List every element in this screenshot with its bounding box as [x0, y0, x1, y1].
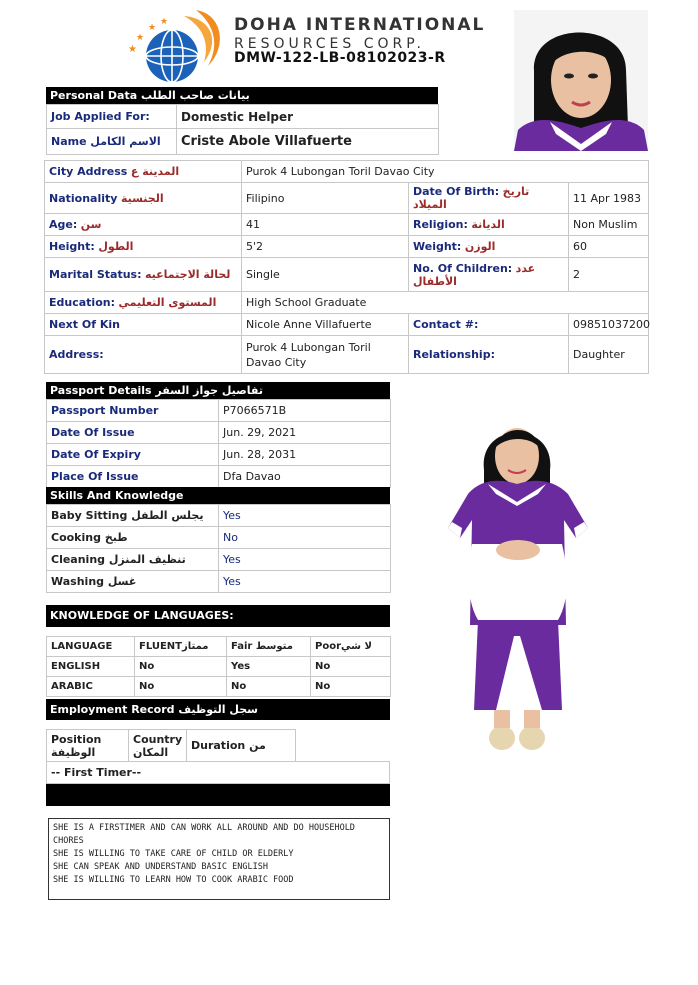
skill-label: Cooking طبخ [47, 527, 219, 549]
marital-label: Marital Status: [49, 268, 142, 281]
skill-label: Washing غسل [47, 571, 219, 593]
passport-row-value: Jun. 28, 2031 [219, 444, 391, 466]
address-label: Address: [45, 336, 242, 374]
details-table [44, 160, 649, 374]
skill-label: Cleaning تنظيف المنزل [47, 549, 219, 571]
lang-header-cell: Fair متوسط [227, 637, 311, 657]
lang-header-cell: Poorلا شي [311, 637, 391, 657]
company-subtitle: RESOURCES CORP. [234, 36, 425, 52]
children-label-cell [409, 258, 569, 292]
marital-value: Single [242, 258, 409, 292]
company-logo [124, 6, 232, 86]
lang-cell: ENGLISH [47, 657, 135, 677]
lang-header-cell: LANGUAGE [47, 637, 135, 657]
education-arabic: المستوى التعليمي [118, 296, 217, 309]
passport-row-label: Date Of Expiry [47, 444, 219, 466]
dob-arabic: تاريخ الميلاد [413, 185, 530, 211]
employment-footer-bar [46, 784, 390, 806]
employment-header: Employment Record سجل التوظيف [46, 699, 390, 720]
dob-label-cell [409, 183, 569, 214]
passport-header: Passport Details تفاصيل جواز السفر [46, 382, 390, 399]
religion-label: Religion: [413, 218, 468, 231]
svg-text:★: ★ [148, 23, 157, 33]
weight-arabic: الوزن [464, 240, 496, 253]
skill-value: No [219, 527, 391, 549]
passport-row-label: Passport Number [47, 400, 219, 422]
height-value: 5'2 [242, 236, 409, 258]
dob-label: Date Of Birth: [413, 185, 500, 198]
passport-row-label: Date Of Issue [47, 422, 219, 444]
lang-cell: Yes [227, 657, 311, 677]
dob-value: 11 Apr 1983 [569, 183, 649, 214]
age-label: Age: [49, 218, 78, 231]
religion-value: Non Muslim [569, 214, 649, 236]
city-label-cell [45, 161, 242, 183]
age-label-cell [45, 214, 242, 236]
children-arabic: عدد الأطفال [413, 261, 536, 288]
employment-header-cell: Position الوظيفة [47, 730, 129, 762]
weight-value: 60 [569, 236, 649, 258]
relationship-label: Relationship: [409, 336, 569, 374]
applicant-full-body-photo [438, 410, 598, 754]
nationality-value: Filipino [242, 183, 409, 214]
height-label-cell [45, 236, 242, 258]
education-label: Education: [49, 296, 115, 309]
skill-label: Baby Sitting يجلس الطفل [47, 505, 219, 527]
passport-row-label: Place Of Issue [47, 466, 219, 488]
personal-data-header: Personal Data بيانات صاحب الطلب [46, 87, 438, 104]
kin-value: Nicole Anne Villafuerte [242, 314, 409, 336]
passport-row-value: Dfa Davao [219, 466, 391, 488]
city-arabic: المدينة ع [130, 165, 180, 178]
religion-arabic: الديانة [471, 218, 505, 231]
contact-label: Contact #: [409, 314, 569, 336]
height-label: Height: [49, 240, 95, 253]
job-value: Domestic Helper [177, 105, 439, 129]
languages-table [46, 636, 391, 697]
children-label: No. Of Children: [413, 261, 513, 275]
relationship-value: Daughter [569, 336, 649, 374]
applicant-portrait [514, 10, 648, 151]
lang-header-cell: FLUENTممتاز [135, 637, 227, 657]
svg-text:★: ★ [128, 44, 137, 55]
skill-value: Yes [219, 571, 391, 593]
svg-text:★: ★ [136, 33, 145, 43]
lang-cell: No [135, 657, 227, 677]
job-label: Job Applied For: [47, 105, 177, 129]
education-label-cell [45, 292, 242, 314]
age-arabic: سن [80, 218, 102, 231]
passport-table [46, 399, 391, 488]
languages-header: KNOWLEDGE OF LANGUAGES: [46, 605, 390, 627]
weight-label-cell [409, 236, 569, 258]
nationality-label: Nationality [49, 191, 118, 205]
name-value: Criste Abole Villafuerte [177, 129, 439, 155]
passport-row-value: P7066571B [219, 400, 391, 422]
age-value: 41 [242, 214, 409, 236]
nationality-arabic: الجنسية [120, 191, 164, 205]
religion-label-cell [409, 214, 569, 236]
first-timer-table [46, 761, 390, 784]
skill-value: Yes [219, 505, 391, 527]
city-value: Purok 4 Lubongan Toril Davao City [242, 161, 649, 183]
weight-label: Weight: [413, 240, 462, 253]
remarks-box: SHE IS A FIRSTIMER AND CAN WORK ALL AROUND AND DO HOUSEHOLD CHORES SHE IS WILLING TO TAKE CARE OF CHILD OR ELDERLY SHE CAN SPEAK AND UNDERSTAND BASIC ENGLISH SHE IS WILLING TO LEARN HOW TO COOK ARABIC FOOD [48, 818, 390, 900]
first-timer-note: -- First Timer-- [47, 762, 390, 784]
marital-arabic: لحالة الاجتماعيه [145, 268, 231, 281]
company-name: DOHA INTERNATIONAL [234, 15, 486, 35]
lang-cell: No [135, 677, 227, 697]
employment-header-cell: Country المكان [129, 730, 187, 762]
svg-text:★: ★ [160, 17, 169, 27]
name-label: Name الاسم الكامل [47, 129, 177, 155]
employment-header-cell: Duration من [187, 730, 296, 762]
address-value: Purok 4 Lubongan Toril Davao City [242, 336, 409, 374]
lang-cell: No [311, 657, 391, 677]
kin-label: Next Of Kin [45, 314, 242, 336]
children-value: 2 [569, 258, 649, 292]
passport-row-value: Jun. 29, 2021 [219, 422, 391, 444]
skill-value: Yes [219, 549, 391, 571]
contact-value: 09851037200 [569, 314, 649, 336]
employment-table [46, 729, 296, 762]
city-label: City Address [49, 165, 128, 178]
education-value: High School Graduate [242, 292, 649, 314]
nationality-label-cell [45, 183, 242, 214]
marital-label-cell [45, 258, 242, 292]
lang-cell: No [311, 677, 391, 697]
skills-table [46, 504, 391, 593]
height-arabic: الطول [98, 240, 134, 253]
license-number: DMW-122-LB-08102023-R [234, 50, 446, 66]
lang-cell: ARABIC [47, 677, 135, 697]
skills-header: Skills And Knowledge [46, 487, 390, 504]
lang-cell: No [227, 677, 311, 697]
personal-table [46, 104, 439, 155]
